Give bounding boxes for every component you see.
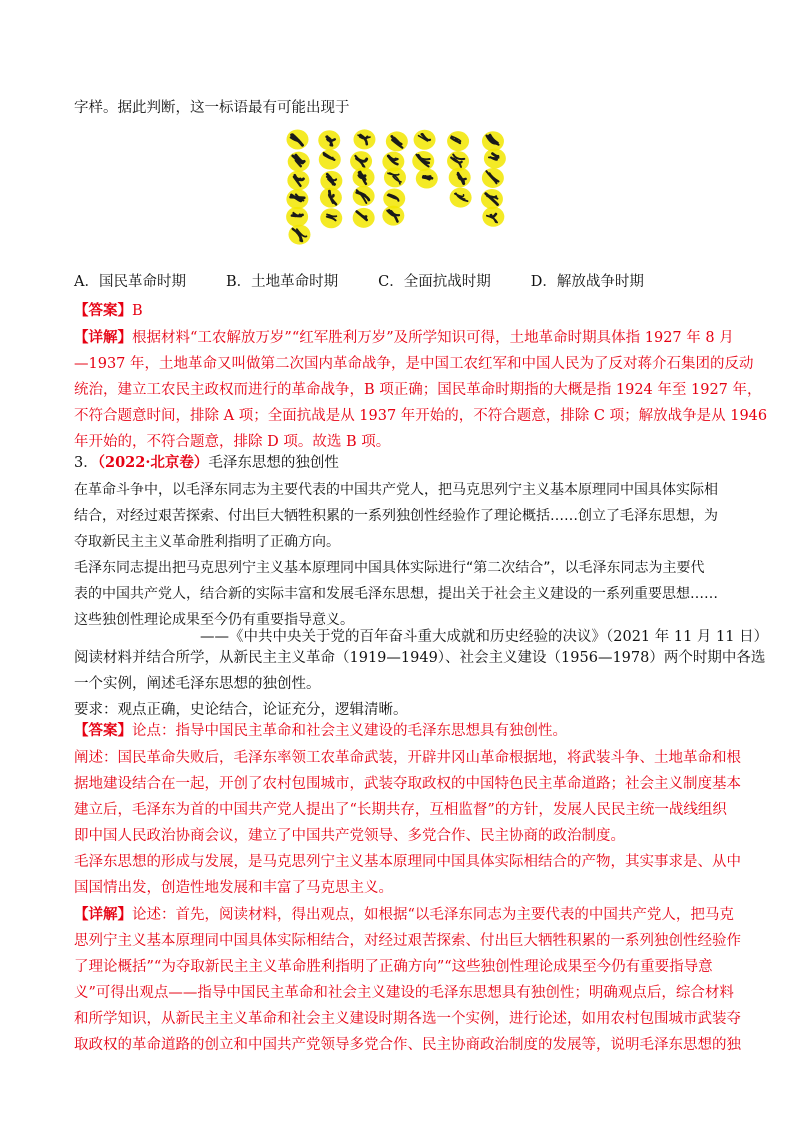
material-line: 在革命斗争中，以毛泽东同志为主要代表的中国共产党人，把马克思列宁主义基本原理同中国具体实际相: [74, 482, 718, 498]
detail-tag: 【详解】: [74, 329, 132, 346]
q3-answer-line: 据地建设结合在一起，开创了农村包围城市，武装夺取政权的中国特色民主革命道路；社会主义制度基本: [74, 776, 741, 792]
q3-detail-line: 思列宁主义基本原理同中国具体实际相结合，对经过艰苦探索、付出巨大牺牲积累的一系列独创性经验作: [74, 933, 741, 949]
answer-tag: 【答案】: [74, 722, 132, 739]
q3-answer-line: 国国情出发，创造性地发展和丰富了马克思主义。: [74, 880, 393, 896]
q3-answer-line: 毛泽东思想的形成与发展，是马克思列宁主义基本原理同中国具体实际相结合的产物，其实事求是、从中: [74, 854, 741, 870]
task-line: 阅读材料并结合所学，从新民主主义革命（1919—1949）、社会主义建设（1956—1978）两个时期中各选: [74, 650, 766, 666]
option-b: B．土地革命时期: [225, 274, 339, 290]
q2-detail-line: 【详解】根据材料“工农解放万岁”“红军胜利万岁”及所学知识可得，土地革命时期具体指 1927 年 8 月: [74, 329, 734, 346]
q3-source-tag: （2022·北京卷）: [97, 454, 209, 471]
slogan-image: [285, 125, 515, 260]
material-citation: ——《中共中央关于党的百年奋斗重大成就和历史经验的决议》（2021 年 11 月 11 日）: [200, 629, 769, 645]
q2-detail-line: 不符合题意时间，排除 A 项；全面抗战是从 1937 年开始的，不符合题意，排除 C 项；解放战争是从 1946: [74, 408, 768, 424]
answer-value: B: [132, 303, 143, 319]
task-line: 一个实例，阐述毛泽东思想的独创性。: [74, 676, 321, 692]
slogan-glyph: [423, 176, 432, 179]
q3-heading: [74, 451, 339, 475]
q3-detail-line: 和所学知识，从新民主主义革命和社会主义建设时期各选一个实例，进行论述，如用农村包围城市武装夺: [74, 1011, 741, 1027]
q3-detail-line: 【详解】论述：首先，阅读材料，得出观点，如根据“以毛泽东同志为主要代表的中国共产党人，把马克: [74, 906, 734, 923]
q2-options: [74, 270, 684, 294]
option-c: C．全面抗战时期: [378, 274, 491, 290]
answer-tag: 【答案】: [74, 302, 132, 319]
slogan-glow: [319, 150, 341, 170]
slogan-glow: [384, 167, 406, 187]
q3-title: 毛泽东思想的独创性: [208, 455, 339, 471]
q3-number: 3．: [74, 455, 98, 471]
material-line: 表的中国共产党人，结合新的实际丰富和发展毛泽东思想，提出关于社会主义建设的一系列重要思想……: [74, 586, 718, 602]
q3-answer-line: 建立后，毛泽东为首的中国共产党人提出了“长期共存，互相监督”的方针，发展人民民主统一战线组织: [74, 802, 727, 818]
q2-intro: 字样。据此判断，这一标语最有可能出现于: [74, 100, 350, 116]
material-line: 毛泽东同志提出把马克思列宁主义基本原理同中国具体实际进行“第二次结合”，以毛泽东同志为主要代: [74, 560, 705, 576]
q3-answer-line: 即中国人民政治协商会议，建立了中国共产党领导、多党合作、民主协商的政治制度。: [74, 828, 625, 844]
option-d: D．解放战争时期: [530, 274, 644, 290]
q3-answer-line: 阐述：国民革命失败后，毛泽东率领工农革命武装，开辟井冈山革命根据地，将武装斗争、土地革命和根: [74, 750, 741, 766]
q3-detail-line: 义”可得出观点——指导中国民主革命和社会主义建设的毛泽东思想具有独创性；明确观点后，综合材料: [74, 985, 734, 1001]
q2-detail-line: 统治，建立工农民主政权而进行的革命战争，B 项正确；国民革命时期指的大概是指 1924 年至 1927 年，: [74, 382, 762, 398]
q2-detail-line: 年开始的，不符合题意，排除 D 项。故选 B 项。: [74, 434, 391, 450]
detail-tag: 【详解】: [74, 906, 132, 923]
task-requirements: 要求：观点正确，史论结合，论证充分，逻辑清晰。: [74, 702, 408, 718]
q3-answer-line: 【答案】论点：指导中国民主革命和社会主义建设的毛泽东思想具有独创性。: [74, 722, 567, 739]
material-line: 结合，对经过艰苦探索、付出巨大牺牲积累的一系列独创性经验作了理论概括……创立了毛泽东思想，为: [74, 508, 718, 524]
q3-detail-line: 取政权的革命道路的创立和中国共产党领导多党合作、民主协商政治制度的发展等，说明毛泽东思想的独: [74, 1037, 741, 1053]
material-line: 这些独创性理论成果至今仍有重要指导意义。: [74, 612, 354, 628]
q2-answer: [74, 299, 143, 323]
q3-detail-line: 了理论概括”“为夺取新民主主义革命胜利指明了正确方向”“这些独创性理论成果至今仍有重要指导意: [74, 959, 713, 975]
material-line: 夺取新民主主义革命胜利指明了正确方向。: [74, 534, 340, 550]
q2-detail-line: —1937 年，土地革命又叫做第二次国内革命战争，是中国工农红军和中国人民为了反对蒋介石集团的反动: [74, 356, 754, 372]
option-a: A．国民革命时期: [74, 274, 186, 290]
